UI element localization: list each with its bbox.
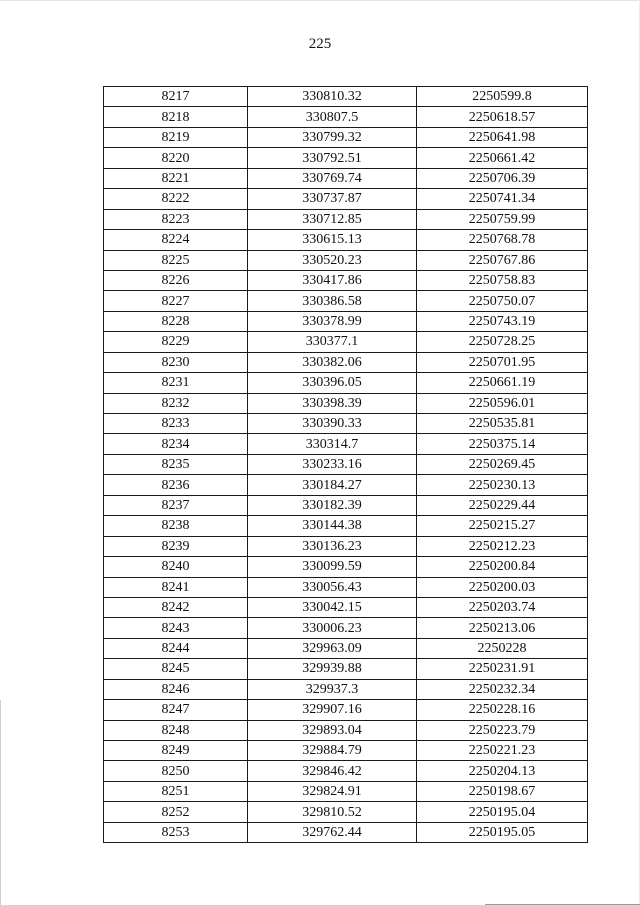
- table-row: [104, 250, 588, 270]
- table-row: [104, 638, 588, 658]
- y-coordinate-cell: 2250768.78: [417, 230, 588, 250]
- x-coordinate-cell: 329963.09: [248, 638, 417, 658]
- x-coordinate-cell: 329893.04: [248, 720, 417, 740]
- x-coordinate-cell: 330182.39: [248, 495, 417, 515]
- point-number-cell: 8228: [104, 311, 248, 331]
- point-number-cell: 8219: [104, 127, 248, 147]
- table-row: [104, 168, 588, 188]
- point-number-cell: 8245: [104, 659, 248, 679]
- y-coordinate-cell: 2250596.01: [417, 393, 588, 413]
- table-row: [104, 720, 588, 740]
- x-coordinate-cell: 329824.91: [248, 781, 417, 801]
- x-coordinate-cell: 330417.86: [248, 270, 417, 290]
- y-coordinate-cell: 2250535.81: [417, 414, 588, 434]
- point-number-cell: 8252: [104, 802, 248, 822]
- point-number-cell: 8251: [104, 781, 248, 801]
- y-coordinate-cell: 2250228: [417, 638, 588, 658]
- table-row: [104, 332, 588, 352]
- y-coordinate-cell: 2250750.07: [417, 291, 588, 311]
- table-row: [104, 189, 588, 209]
- x-coordinate-cell: 330377.1: [248, 332, 417, 352]
- table-row: [104, 597, 588, 617]
- table-row: [104, 761, 588, 781]
- table-row: [104, 311, 588, 331]
- x-coordinate-cell: 329846.42: [248, 761, 417, 781]
- y-coordinate-cell: 2250758.83: [417, 270, 588, 290]
- point-number-cell: 8248: [104, 720, 248, 740]
- coordinates-table-body: [104, 87, 588, 843]
- x-coordinate-cell: 330737.87: [248, 189, 417, 209]
- y-coordinate-cell: 2250213.06: [417, 618, 588, 638]
- y-coordinate-cell: 2250231.91: [417, 659, 588, 679]
- point-number-cell: 8236: [104, 475, 248, 495]
- table-row: [104, 475, 588, 495]
- y-coordinate-cell: 2250195.04: [417, 802, 588, 822]
- point-number-cell: 8224: [104, 230, 248, 250]
- point-number-cell: 8242: [104, 597, 248, 617]
- y-coordinate-cell: 2250728.25: [417, 332, 588, 352]
- point-number-cell: 8222: [104, 189, 248, 209]
- x-coordinate-cell: 329939.88: [248, 659, 417, 679]
- table-row: [104, 577, 588, 597]
- table-row: [104, 454, 588, 474]
- table-row: [104, 434, 588, 454]
- x-coordinate-cell: 330386.58: [248, 291, 417, 311]
- y-coordinate-cell: 2250599.8: [417, 87, 588, 107]
- x-coordinate-cell: 329937.3: [248, 679, 417, 699]
- x-coordinate-cell: 330136.23: [248, 536, 417, 556]
- page-top-edge: [0, 0, 640, 1]
- y-coordinate-cell: 2250200.03: [417, 577, 588, 597]
- x-coordinate-cell: 330006.23: [248, 618, 417, 638]
- x-coordinate-cell: 330233.16: [248, 454, 417, 474]
- point-number-cell: 8218: [104, 107, 248, 127]
- y-coordinate-cell: 2250661.19: [417, 373, 588, 393]
- table-row: [104, 741, 588, 761]
- y-coordinate-cell: 2250618.57: [417, 107, 588, 127]
- point-number-cell: 8223: [104, 209, 248, 229]
- point-number-cell: 8225: [104, 250, 248, 270]
- table-row: [104, 127, 588, 147]
- y-coordinate-cell: 2250706.39: [417, 168, 588, 188]
- point-number-cell: 8240: [104, 557, 248, 577]
- x-coordinate-cell: 330799.32: [248, 127, 417, 147]
- point-number-cell: 8237: [104, 495, 248, 515]
- y-coordinate-cell: 2250741.34: [417, 189, 588, 209]
- point-number-cell: 8250: [104, 761, 248, 781]
- x-coordinate-cell: 330184.27: [248, 475, 417, 495]
- table-row: [104, 822, 588, 842]
- y-coordinate-cell: 2250767.86: [417, 250, 588, 270]
- table-row: [104, 495, 588, 515]
- y-coordinate-cell: 2250641.98: [417, 127, 588, 147]
- point-number-cell: 8241: [104, 577, 248, 597]
- table-row: [104, 107, 588, 127]
- y-coordinate-cell: 2250203.74: [417, 597, 588, 617]
- table-row: [104, 700, 588, 720]
- y-coordinate-cell: 2250230.13: [417, 475, 588, 495]
- table-row: [104, 352, 588, 372]
- x-coordinate-cell: 330378.99: [248, 311, 417, 331]
- x-coordinate-cell: 330396.05: [248, 373, 417, 393]
- y-coordinate-cell: 2250200.84: [417, 557, 588, 577]
- y-coordinate-cell: 2250215.27: [417, 516, 588, 536]
- table-row: [104, 659, 588, 679]
- point-number-cell: 8246: [104, 679, 248, 699]
- point-number-cell: 8253: [104, 822, 248, 842]
- point-number-cell: 8232: [104, 393, 248, 413]
- x-coordinate-cell: 330398.39: [248, 393, 417, 413]
- table-row: [104, 536, 588, 556]
- y-coordinate-cell: 2250269.45: [417, 454, 588, 474]
- y-coordinate-cell: 2250759.99: [417, 209, 588, 229]
- point-number-cell: 8230: [104, 352, 248, 372]
- point-number-cell: 8227: [104, 291, 248, 311]
- point-number-cell: 8233: [104, 414, 248, 434]
- point-number-cell: 8221: [104, 168, 248, 188]
- point-number-cell: 8239: [104, 536, 248, 556]
- x-coordinate-cell: 330382.06: [248, 352, 417, 372]
- x-coordinate-cell: 329907.16: [248, 700, 417, 720]
- y-coordinate-cell: 2250743.19: [417, 311, 588, 331]
- table-row: [104, 557, 588, 577]
- y-coordinate-cell: 2250701.95: [417, 352, 588, 372]
- x-coordinate-cell: 330056.43: [248, 577, 417, 597]
- table-row: [104, 802, 588, 822]
- y-coordinate-cell: 2250232.34: [417, 679, 588, 699]
- table-row: [104, 373, 588, 393]
- x-coordinate-cell: 329810.52: [248, 802, 417, 822]
- point-number-cell: 8249: [104, 741, 248, 761]
- point-number-cell: 8247: [104, 700, 248, 720]
- x-coordinate-cell: 330807.5: [248, 107, 417, 127]
- y-coordinate-cell: 2250375.14: [417, 434, 588, 454]
- x-coordinate-cell: 330520.23: [248, 250, 417, 270]
- table-row: [104, 618, 588, 638]
- table-row: [104, 87, 588, 107]
- table-row: [104, 414, 588, 434]
- x-coordinate-cell: 329762.44: [248, 822, 417, 842]
- x-coordinate-cell: 330769.74: [248, 168, 417, 188]
- table-row: [104, 230, 588, 250]
- x-coordinate-cell: 330615.13: [248, 230, 417, 250]
- table-row: [104, 781, 588, 801]
- x-coordinate-cell: 330810.32: [248, 87, 417, 107]
- x-coordinate-cell: 329884.79: [248, 741, 417, 761]
- y-coordinate-cell: 2250198.67: [417, 781, 588, 801]
- table-row: [104, 393, 588, 413]
- table-row: [104, 148, 588, 168]
- y-coordinate-cell: 2250204.13: [417, 761, 588, 781]
- point-number-cell: 8220: [104, 148, 248, 168]
- page-number: 225: [308, 36, 332, 52]
- x-coordinate-cell: 330314.7: [248, 434, 417, 454]
- coordinates-table: [103, 86, 588, 843]
- y-coordinate-cell: 2250229.44: [417, 495, 588, 515]
- y-coordinate-cell: 2250195.05: [417, 822, 588, 842]
- x-coordinate-cell: 330390.33: [248, 414, 417, 434]
- point-number-cell: 8231: [104, 373, 248, 393]
- y-coordinate-cell: 2250228.16: [417, 700, 588, 720]
- table-row: [104, 209, 588, 229]
- y-coordinate-cell: 2250212.23: [417, 536, 588, 556]
- point-number-cell: 8217: [104, 87, 248, 107]
- x-coordinate-cell: 330792.51: [248, 148, 417, 168]
- point-number-cell: 8244: [104, 638, 248, 658]
- x-coordinate-cell: 330042.15: [248, 597, 417, 617]
- point-number-cell: 8238: [104, 516, 248, 536]
- x-coordinate-cell: 330099.59: [248, 557, 417, 577]
- table-row: [104, 679, 588, 699]
- point-number-cell: 8234: [104, 434, 248, 454]
- x-coordinate-cell: 330712.85: [248, 209, 417, 229]
- point-number-cell: 8235: [104, 454, 248, 474]
- table-row: [104, 516, 588, 536]
- y-coordinate-cell: 2250223.79: [417, 720, 588, 740]
- point-number-cell: 8226: [104, 270, 248, 290]
- page-left-edge: [0, 700, 1, 905]
- y-coordinate-cell: 2250221.23: [417, 741, 588, 761]
- x-coordinate-cell: 330144.38: [248, 516, 417, 536]
- table-row: [104, 270, 588, 290]
- point-number-cell: 8243: [104, 618, 248, 638]
- point-number-cell: 8229: [104, 332, 248, 352]
- y-coordinate-cell: 2250661.42: [417, 148, 588, 168]
- table-row: [104, 291, 588, 311]
